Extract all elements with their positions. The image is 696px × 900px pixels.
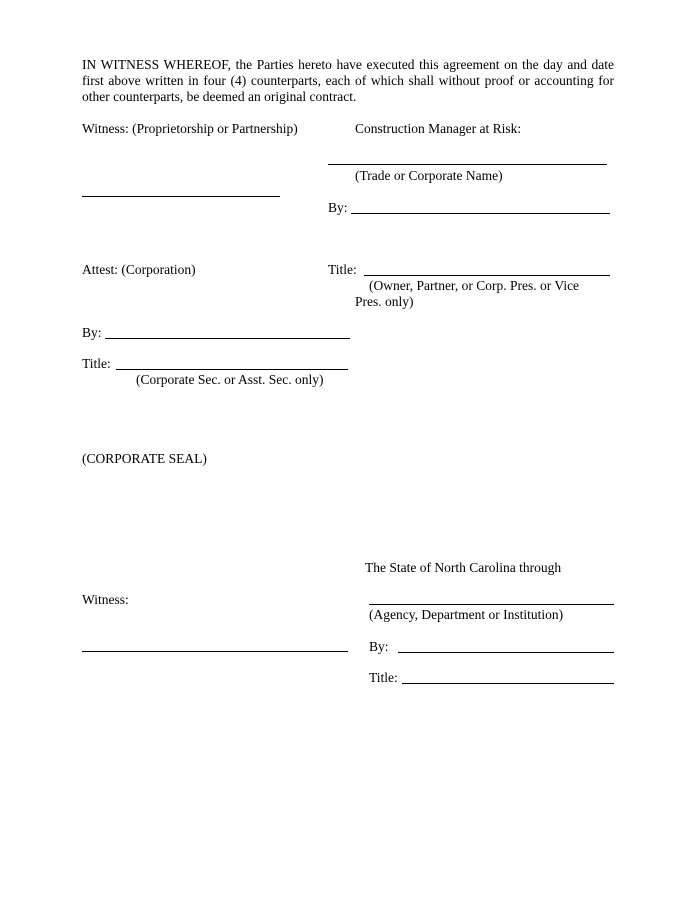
cm-title-label: Title: [328,262,357,277]
witness-label-proprietorship: Witness: (Proprietorship or Partnership) [82,121,298,136]
cm-title-caption-1: (Owner, Partner, or Corp. Pres. or Vice [369,278,580,293]
state-witness-signature-line[interactable] [82,651,348,652]
agency-caption: (Agency, Department or Institution) [369,607,564,622]
attest-title-line[interactable] [116,369,348,370]
construction-manager-heading: Construction Manager at Risk: [355,121,522,136]
attest-title-caption: (Corporate Sec. or Asst. Sec. only) [136,372,324,387]
state-title-line[interactable] [402,683,614,684]
cm-by-signature-line[interactable] [351,213,610,214]
trade-name-signature-line[interactable] [328,164,607,165]
attest-by-signature-line[interactable] [105,338,350,339]
witness-signature-line[interactable] [82,196,280,197]
witness-clause-paragraph [82,57,614,105]
corporate-seal-label: (CORPORATE SEAL) [82,451,207,466]
cm-title-caption-2: Pres. only) [355,294,414,309]
trade-name-caption: (Trade or Corporate Name) [355,168,503,183]
cm-title-line[interactable] [364,275,610,276]
cm-by-label: By: [328,200,348,215]
state-witness-label: Witness: [82,592,129,607]
attest-corporation-label: Attest: (Corporation) [82,262,196,277]
state-by-label: By: [369,639,389,654]
agency-signature-line[interactable] [369,604,614,605]
witness-clause-line-3: other counterparts, be deemed an original contract. [82,89,357,104]
witness-clause-line-2: first above written in four (4) counterparts, each of which shall without proof or accounting for [82,73,614,88]
attest-by-label: By: [82,325,102,340]
state-title-label: Title: [369,670,398,685]
state-by-signature-line[interactable] [398,652,614,653]
attest-title-label: Title: [82,356,111,371]
witness-clause-line-1: IN WITNESS WHEREOF, the Parties hereto have executed this agreement on the day and date [82,57,614,72]
state-heading: The State of North Carolina through [365,560,562,575]
